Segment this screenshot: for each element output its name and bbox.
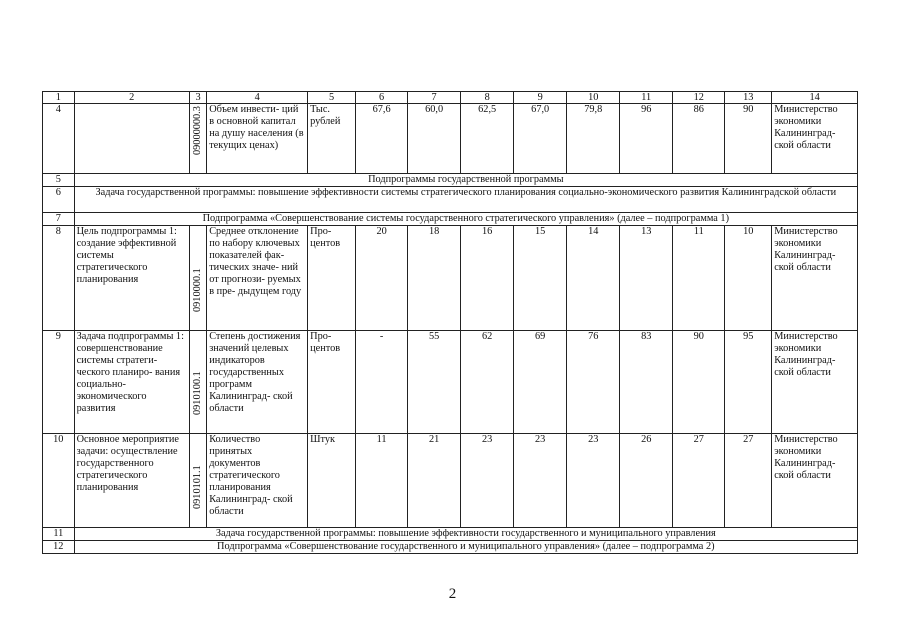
merged-cell: Подпрограмма «Совершенствование системы государственного стратегического управления» (далее – подпрограмма 1)	[74, 213, 857, 226]
value-cell: 11	[673, 226, 725, 331]
page-number: 2	[448, 586, 457, 602]
unit-cell: Про- центов	[308, 331, 356, 434]
header-cell: 1	[43, 92, 75, 104]
value-cell: 62	[461, 331, 514, 434]
column-number-header	[43, 92, 858, 104]
value-cell: 14	[567, 226, 620, 331]
header-cell: 9	[514, 92, 567, 104]
value-cell: 55	[408, 331, 461, 434]
value-cell: 95	[725, 331, 772, 434]
value-cell: 96	[620, 104, 673, 174]
header-cell: 4	[207, 92, 308, 104]
merged-cell: Подпрограммы государственной программы	[74, 174, 857, 187]
code-cell	[189, 104, 206, 174]
code-text: 0910100.1	[192, 371, 204, 415]
merged-cell: Задача государственной программы: повышение эффективности государственного и муниципального управления	[74, 528, 857, 541]
code-cell	[189, 331, 206, 434]
row-number-cell: 7	[43, 213, 75, 226]
value-cell: 13	[620, 226, 673, 331]
header-cell: 6	[356, 92, 408, 104]
row-number-cell: 6	[43, 187, 75, 213]
value-cell: 21	[408, 434, 461, 528]
row-number-cell: 8	[43, 226, 75, 331]
goal-cell	[74, 104, 189, 174]
header-cell: 8	[461, 92, 514, 104]
value-cell: 27	[725, 434, 772, 528]
table-row	[43, 226, 858, 331]
code-cell	[189, 434, 206, 528]
header-cell: 11	[620, 92, 673, 104]
value-cell: 23	[567, 434, 620, 528]
unit-cell: Про- центов	[308, 226, 356, 331]
value-cell: 79,8	[567, 104, 620, 174]
value-cell: 20	[356, 226, 408, 331]
table-row	[43, 213, 858, 226]
header-cell: 5	[308, 92, 356, 104]
value-cell: 15	[514, 226, 567, 331]
value-cell: 62,5	[461, 104, 514, 174]
header-cell: 13	[725, 92, 772, 104]
code-cell	[189, 226, 206, 331]
responsible-cell: Министерство экономики Калининград- ской области	[772, 226, 858, 331]
value-cell: 10	[725, 226, 772, 331]
header-cell: 3	[189, 92, 206, 104]
header-cell: 12	[673, 92, 725, 104]
table-body	[43, 92, 858, 554]
header-cell: 14	[772, 92, 858, 104]
value-cell: 86	[673, 104, 725, 174]
indicator-cell: Среднее отклонение по набору ключевых показателей фак- тических значе- ний от прогнози- руемых в пре- дыдущем году	[207, 226, 308, 331]
row-number-cell: 9	[43, 331, 75, 434]
goal-cell: Цель подпрограммы 1: создание эффективной системы стратегического планирования	[74, 226, 189, 331]
value-cell: 76	[567, 331, 620, 434]
code-text: 0910101.1	[192, 465, 204, 509]
table-row	[43, 528, 858, 541]
merged-cell: Подпрограмма «Совершенствование государственного и муниципального управления» (далее – подпрограмма 2)	[74, 541, 857, 554]
table-row	[43, 434, 858, 528]
value-cell: 90	[673, 331, 725, 434]
code-text: 09000000.3	[192, 106, 204, 155]
indicator-cell: Количество принятых документов стратегического планирования Калининград- ской области	[207, 434, 308, 528]
indicator-cell: Объем инвести- ций в основной капитал на душу населения (в текущих ценах)	[207, 104, 308, 174]
value-cell: 67,0	[514, 104, 567, 174]
row-number-cell: 12	[43, 541, 75, 554]
responsible-cell: Министерство экономики Калининград- ской области	[772, 434, 858, 528]
goal-cell: Основное мероприятие задачи: осуществление государственного стратегического планирования	[74, 434, 189, 528]
header-cell: 2	[74, 92, 189, 104]
header-cell: 10	[567, 92, 620, 104]
unit-cell: Тыс. рублей	[308, 104, 356, 174]
value-cell: 90	[725, 104, 772, 174]
table-row	[43, 541, 858, 554]
responsible-cell: Министерство экономики Калининград- ской области	[772, 331, 858, 434]
value-cell: 11	[356, 434, 408, 528]
value-cell: 27	[673, 434, 725, 528]
table-row	[43, 174, 858, 187]
value-cell: 83	[620, 331, 673, 434]
table-row	[43, 104, 858, 174]
value-cell: 69	[514, 331, 567, 434]
responsible-cell: Министерство экономики Калининград- ской области	[772, 104, 858, 174]
code-text: 0910000.1	[192, 268, 204, 312]
header-cell: 7	[408, 92, 461, 104]
row-number-cell: 5	[43, 174, 75, 187]
row-number-cell: 10	[43, 434, 75, 528]
table-row	[43, 331, 858, 434]
unit-cell: Штук	[308, 434, 356, 528]
row-number-cell: 4	[43, 104, 75, 174]
table-row	[43, 187, 858, 213]
goal-cell: Задача подпрограммы 1: совершенствование системы стратеги- ческого планиро- вания социально- экономического развития	[74, 331, 189, 434]
value-cell: 67,6	[356, 104, 408, 174]
merged-cell: Задача государственной программы: повышение эффективности системы стратегического планирования социально-экономического развития Калининградской области	[74, 187, 857, 213]
value-cell: 18	[408, 226, 461, 331]
value-cell: 60,0	[408, 104, 461, 174]
value-cell: 23	[514, 434, 567, 528]
indicator-cell: Степень достижения значений целевых индикаторов государственных программ Калининград- ской области	[207, 331, 308, 434]
value-cell: -	[356, 331, 408, 434]
row-number-cell: 11	[43, 528, 75, 541]
value-cell: 16	[461, 226, 514, 331]
value-cell: 26	[620, 434, 673, 528]
indicator-table	[42, 91, 858, 554]
value-cell: 23	[461, 434, 514, 528]
